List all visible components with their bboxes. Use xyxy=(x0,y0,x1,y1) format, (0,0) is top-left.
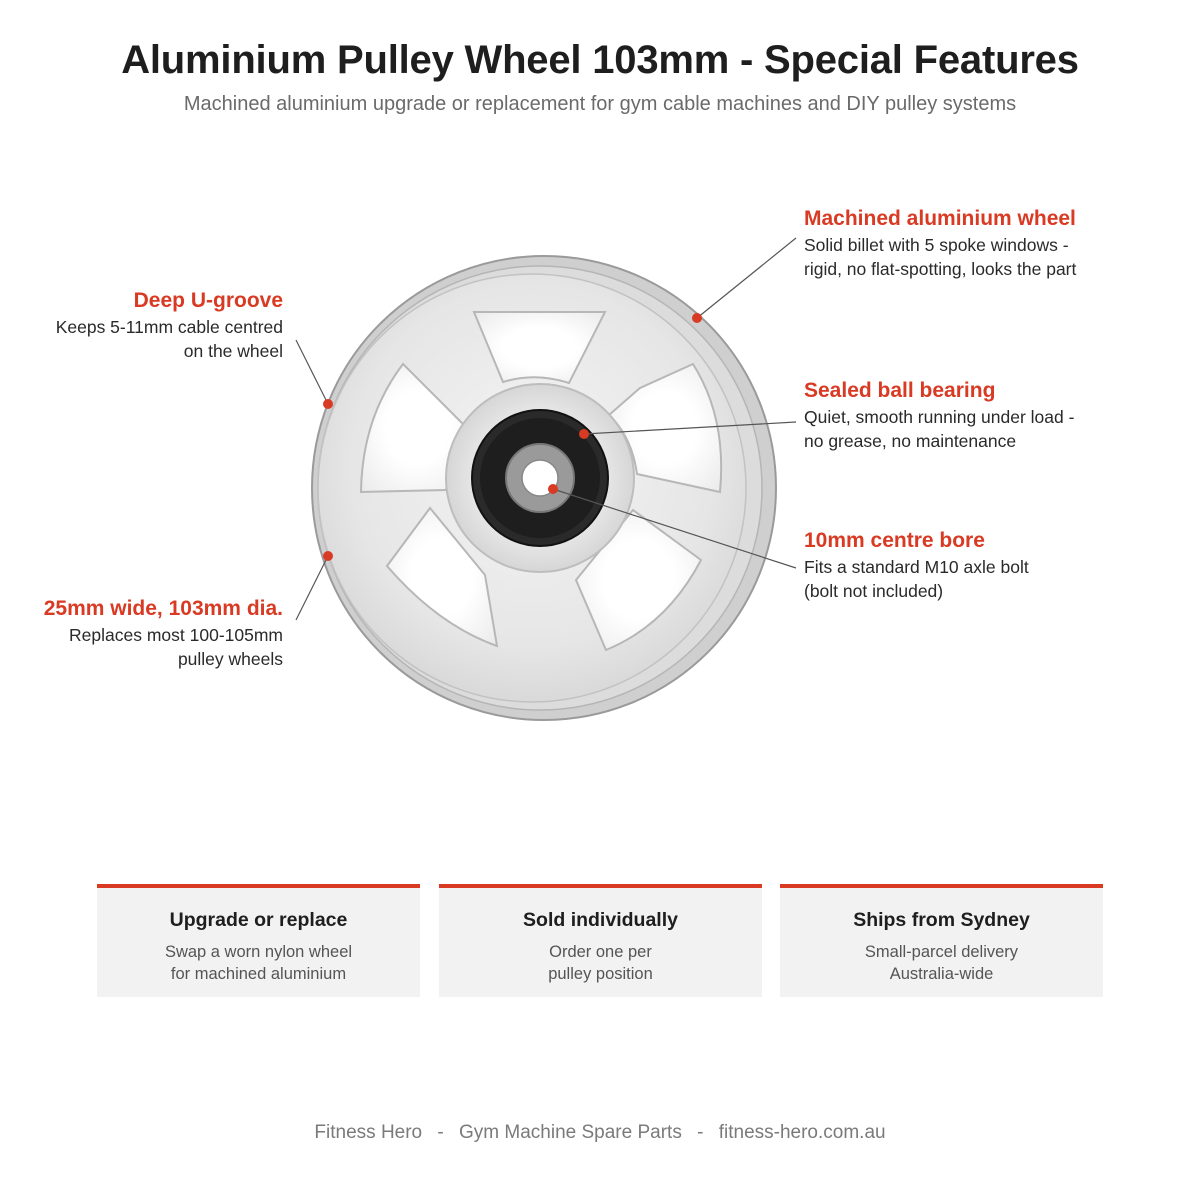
leader-machined xyxy=(697,238,796,318)
page-subtitle: Machined aluminium upgrade or replacement for gym cable machines and DIY pulley systems xyxy=(183,93,1017,115)
callout-bore-heading: 10mm centre bore xyxy=(804,529,985,552)
callout-size-line-1: Replaces most 100-105mm xyxy=(69,625,283,645)
feature-card-line: Order one per xyxy=(549,943,652,961)
callout-size xyxy=(3,595,283,671)
callout-centre-bore xyxy=(804,527,1029,603)
feature-card-line: Swap a worn nylon wheel xyxy=(164,943,353,961)
callout-machined-line-1: Solid billet with 5 spoke windows - xyxy=(804,235,1069,255)
page-title: Aluminium Pulley Wheel 103mm - Special Features xyxy=(121,38,1079,82)
dot-size xyxy=(323,551,333,561)
feature-cards xyxy=(97,884,1103,997)
callout-size-line-2: pulley wheels xyxy=(177,649,283,669)
feature-card xyxy=(439,884,762,997)
footer-tagline: Gym Machine Spare Parts xyxy=(459,1122,682,1143)
footer-separator: - xyxy=(697,1122,704,1143)
callout-size-heading: 25mm wide, 103mm dia. xyxy=(43,597,283,620)
callout-bearing-heading: Sealed ball bearing xyxy=(804,379,996,402)
callout-groove-heading: Deep U-groove xyxy=(133,289,283,312)
leader-size xyxy=(296,556,328,620)
dot-bore xyxy=(548,484,558,494)
callout-deep-groove xyxy=(3,287,283,363)
footer-separator: - xyxy=(437,1122,444,1143)
callout-machined-heading: Machined aluminium wheel xyxy=(804,207,1076,230)
feature-card xyxy=(780,884,1103,997)
feature-card-line: Small-parcel delivery xyxy=(864,943,1019,961)
callout-bearing-line-1: Quiet, smooth running under load - xyxy=(804,407,1075,427)
callout-machined-wheel xyxy=(804,205,1076,281)
callout-machined-line-2: rigid, no flat-spotting, looks the part xyxy=(804,259,1077,279)
dot-machined xyxy=(692,313,702,323)
callout-bore-line-2: (bolt not included) xyxy=(804,581,944,601)
dot-bearing xyxy=(579,429,589,439)
callout-groove-line-1: Keeps 5-11mm cable centred xyxy=(55,317,283,337)
feature-card-title: Ships from Sydney xyxy=(853,909,1030,931)
feature-card-line: for machined aluminium xyxy=(170,965,347,983)
feature-card-title: Upgrade or replace xyxy=(169,909,348,931)
footer xyxy=(0,1122,1200,1144)
footer-brand: Fitness Hero xyxy=(314,1122,423,1143)
callout-bore-line-1: Fits a standard M10 axle bolt xyxy=(804,557,1029,577)
feature-card-line: Australia-wide xyxy=(889,965,994,983)
callout-groove-line-2: on the wheel xyxy=(183,341,283,361)
footer-url[interactable]: fitness-hero.com.au xyxy=(718,1122,886,1143)
feature-card-title: Sold individually xyxy=(523,909,678,931)
feature-card-line: pulley position xyxy=(548,965,653,983)
callout-sealed-bearing xyxy=(804,377,1074,453)
feature-card xyxy=(97,884,420,997)
callout-bearing-line-2: no grease, no maintenance xyxy=(804,431,1017,451)
leader-groove xyxy=(296,340,328,404)
dot-groove xyxy=(323,399,333,409)
